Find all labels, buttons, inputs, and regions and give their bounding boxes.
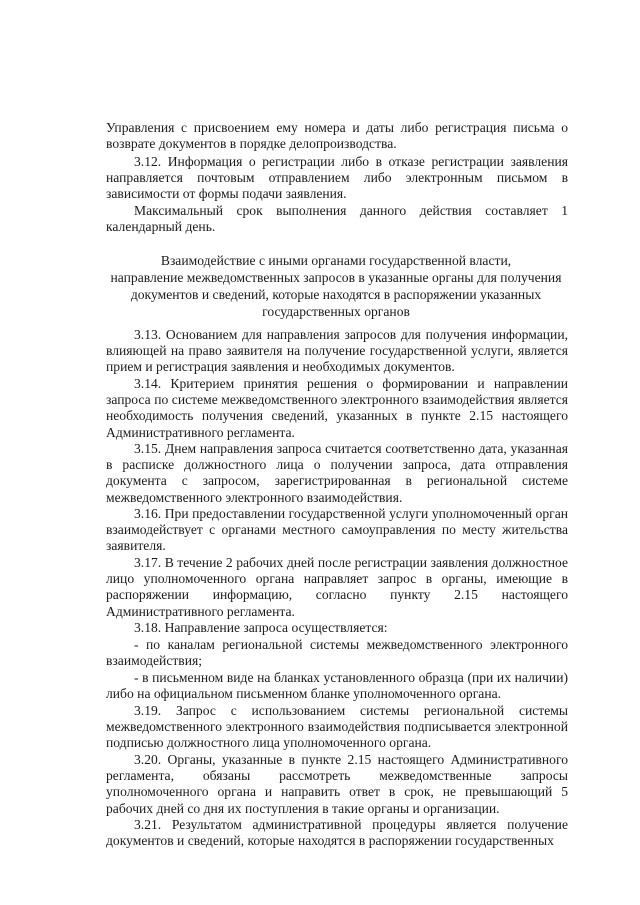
heading-line: Взаимодействие с иными органами государственной власти,: [160, 253, 512, 268]
heading-line: государственных органов: [262, 304, 410, 319]
paragraph-top: Управления с присвоением ему номера и даты либо регистрация письма о возврате документов в порядке делопроизводства.: [106, 120, 568, 152]
section-heading: [96, 252, 576, 320]
paragraph-3-21: 3.21. Результатом административной процедуры является получение документов и сведений, которые находятся в распоряжении государственных: [106, 817, 568, 849]
paragraph-3-14: 3.14. Критерием принятия решения о формировании и направлении запроса по системе межведомственного электронного взаимодействия является необходимость получения сведений, указанных в пункте 2.15 настоящего Административного регламента.: [106, 376, 568, 440]
heading-line: направление межведомственных запросов в указанные органы для получения: [110, 270, 562, 285]
paragraph-3-19: 3.19. Запрос с использованием системы региональной системы межведомственного электронного взаимодействия подписывается электронной подписью должностного лица уполномоченного органа.: [106, 703, 568, 751]
list-item-paper: - в письменном виде на бланках установленного образца (при их наличии) либо на официальном письменном бланке уполномоченного органа.: [106, 670, 568, 702]
paragraph-3-20: 3.20. Органы, указанные в пункте 2.15 настоящего Административного регламента, обязаны рассмотреть межведомственные запросы уполномоченного органа и направить ответ в срок, не превышающий 5 рабочих дней со дня их поступления в такие органы и организации.: [106, 752, 568, 816]
list-item-channels: - по каналам региональной системы межведомственного электронного взаимодействия;: [106, 637, 568, 669]
paragraph-3-12: 3.12. Информация о регистрации либо в отказе регистрации заявления направляется почтовым отправлением либо электронным письмом в зависимости от формы подачи заявления.: [106, 154, 568, 202]
paragraph-max-term: Максимальный срок выполнения данного действия составляет 1 календарный день.: [106, 203, 568, 235]
paragraph-3-13: 3.13. Основанием для направления запросов для получения информации, влияющей на право заявителя на получение государственной услуги, является прием и регистрация заявления и необходимых документов.: [106, 327, 568, 375]
paragraph-3-17: 3.17. В течение 2 рабочих дней после регистрации заявления должностное лицо уполномоченного органа направляет запрос в органы, имеющие в распоряжении информацию, согласно пункту 2.15 настоящего Административного регламента.: [106, 555, 568, 619]
paragraph-3-15: 3.15. Днем направления запроса считается соответственно дата, указанная в расписке должностного лица о получении запроса, дата отправления документа с запросом, зарегистрированная в региональной системе межведомственного электронного взаимодействия.: [106, 441, 568, 505]
paragraph-3-16: 3.16. При предоставлении государственной услуги уполномоченный орган взаимодействует с органами местного самоуправления по месту жительства заявителя.: [106, 506, 568, 554]
paragraph-3-18: 3.18. Направление запроса осуществляется:: [134, 620, 388, 635]
heading-line: документов и сведений, которые находятся в распоряжении указанных: [130, 287, 542, 302]
